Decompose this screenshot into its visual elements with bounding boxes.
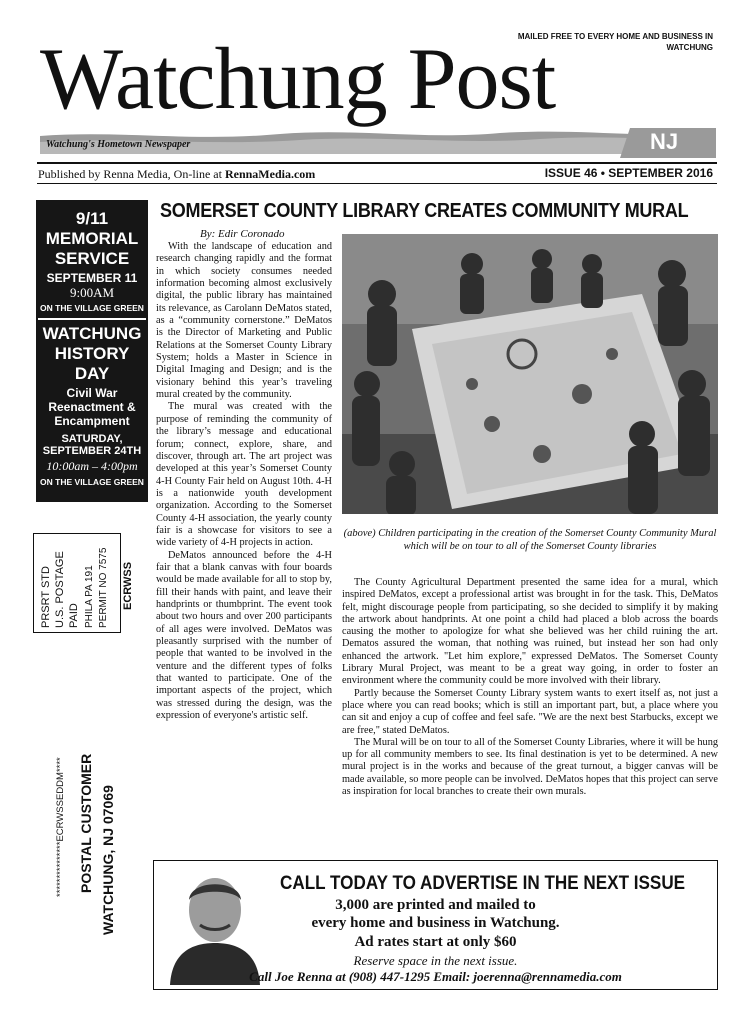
advertise-box: [153, 860, 718, 990]
event2-sub3: Encampment: [54, 414, 130, 428]
event2-place: ON THE VILLAGE GREEN: [40, 477, 144, 487]
postage-line1: PRSRT STD: [40, 566, 52, 628]
article-paragraph: The mural was created with the purpose of reminding the community of the library’s message and educational forum; connect, explore, share, and discover, through art. The art project was developed at this year’s Somerset County 4-H County Fair held on August 10th. 4-H is a nationwide youth development organization. According to the Somerset County 4-H association, the yearly county fair is a showcase for visitors to see a wide variety of 4-H projects in action.: [156, 401, 332, 549]
event2-line1: WATCHUNG: [42, 324, 142, 343]
published-by-text: Published by Renna Media, On-line at: [38, 167, 225, 181]
website-link[interactable]: RennaMedia.com: [224, 167, 316, 181]
masthead-rule-bottom: [37, 183, 717, 184]
mailed-notice: MAILED FREE TO EVERY HOME AND BUSINESS IN WATCHUNG: [517, 32, 713, 52]
ad-line-3: Ad rates start at only $60: [354, 934, 517, 950]
event1-line1: 9/11: [75, 209, 109, 228]
ad-line-1: 3,000 are printed and mailed to: [335, 897, 536, 913]
photo-caption: (above) Children participating in the creation of the Somerset County Community Mural which will be on tour to all of the Somerset County libraries: [343, 528, 717, 552]
newspaper-title: Watchung Post: [40, 31, 556, 128]
postage-line4: PHILA PA 191: [84, 565, 95, 628]
event2-sub1: Civil War: [66, 386, 118, 400]
article-paragraph: The County Agricultural Department presented the same idea for a mural, which inspired DeMatos, except a professional artist was brought in for the task. This, DeMatos felt, might discourage people from participating, so she decided to simplify it by making the artwork about handprints. At one point a child had placed a blob across the boards causing the mother to apologize for what she believed was her child ruining the art. Dematos assured the woman, that nothing was ruined, but instead her son had only enhanced the artwork. "Let him explore," expressed DeMatos. The Somerset County Library Mural Project, was meant to be a great way going, in order to foster an environment where the community could be more involved with their library.: [342, 577, 718, 687]
article-paragraph: DeMatos announced before the 4-H fair that a blank canvas with four boards would be made available for all to stop by, fill their hands with paint, and leave their handprints or thumbprint. The event took about two hours and over 200 participants of all ages were involved. DeMatos was pleasantly surprised with the number of people that wanted to be involved in the venture and the different types of folks that wanted to participate. One of the important aspects of the project, which was stressed during the design, was the expression of everyone's artistic self.: [156, 549, 332, 722]
event2-date1: SATURDAY,: [61, 433, 123, 445]
article-column-2: [342, 577, 718, 798]
article-headline: SOMERSET COUNTY LIBRARY CREATES COMMUNITY MURAL: [160, 200, 689, 222]
postage-line2: U.S. POSTAGE: [54, 551, 66, 628]
event1-line3: SERVICE: [54, 249, 130, 268]
postal-customer: POSTAL CUSTOMER: [78, 753, 94, 893]
issue-number: ISSUE 46 • SEPTEMBER 2016: [544, 166, 713, 180]
article-paragraph: With the landscape of education and research changing rapidly and the format in which society consumes needed information becoming almost exclusively digital, the public library has maintained its relevance, as Carolann DeMatos stated, as a “community cornerstone.” DeMatos is the Director of Marketing and Public Relations at the Somerset County Library System; holds a Master in Science in Digital Imaging and Design; and is the visionary behind this year’s traveling mural created by the community.: [156, 241, 332, 401]
mural-photo: [342, 234, 718, 514]
ad-contact[interactable]: Call Joe Renna at (908) 447-1295 Email: joerenna@rennamedia.com: [249, 969, 622, 984]
event1-place: ON THE VILLAGE GREEN: [40, 303, 144, 313]
event1-line2: MEMORIAL: [45, 229, 139, 248]
postage-line3: PAID: [68, 603, 80, 628]
event2-date2: SEPTEMBER 24TH: [42, 445, 142, 457]
article-paragraph: Partly because the Somerset County Library system wants to exert itself as, not just a place where you can read books; which is still an important part, but, a place where you can sit and enjoy a cup of coffee and feel safe. "We are the next best Starbucks, except we are free," stated DeMatos.: [342, 687, 718, 736]
ecrwss-label: ECRWSS: [122, 561, 134, 610]
postal-stars-line: ***************ECRWSSEDDM****: [55, 757, 66, 897]
article-paragraph: The Mural will be on tour to all of the Somerset County Libraries, where it will be hung up for all community members to see. Its final destination is yet to be determined. A new mural project is in the works and because of the great turnout, a bigger canvas will be made available, so more people can be involved. DeMatos hopes that this project can serve as inspiration for local branches to create their own murals.: [342, 736, 718, 798]
masthead-rule-top: [37, 162, 717, 164]
ad-line-4: Reserve space in the next issue.: [353, 953, 518, 968]
sidebar-divider: [38, 318, 146, 320]
postage-line5: PERMIT NO 7575: [98, 547, 109, 628]
events-sidebar: [36, 200, 148, 502]
event1-time: 9:00AM: [69, 285, 115, 300]
event1-date: SEPTEMBER 11: [46, 271, 138, 285]
postal-town: WATCHUNG, NJ 07069: [100, 785, 116, 935]
ad-line-2: every home and business in Watchung.: [311, 915, 560, 931]
event2-sub2: Reenactment &: [48, 400, 136, 414]
postage-indicia: [33, 533, 121, 633]
ad-headline: CALL TODAY TO ADVERTISE IN THE NEXT ISSUE: [280, 873, 686, 894]
article-column-1: [156, 241, 332, 722]
tagline: Watchung's Hometown Newspaper: [46, 139, 191, 150]
event2-time: 10:00am – 4:00pm: [46, 459, 138, 473]
published-by-line: [38, 167, 315, 182]
article-byline: By: Edir Coronado: [200, 228, 285, 240]
event2-line2: HISTORY DAY: [54, 344, 130, 383]
state-badge: NJ: [649, 129, 679, 154]
